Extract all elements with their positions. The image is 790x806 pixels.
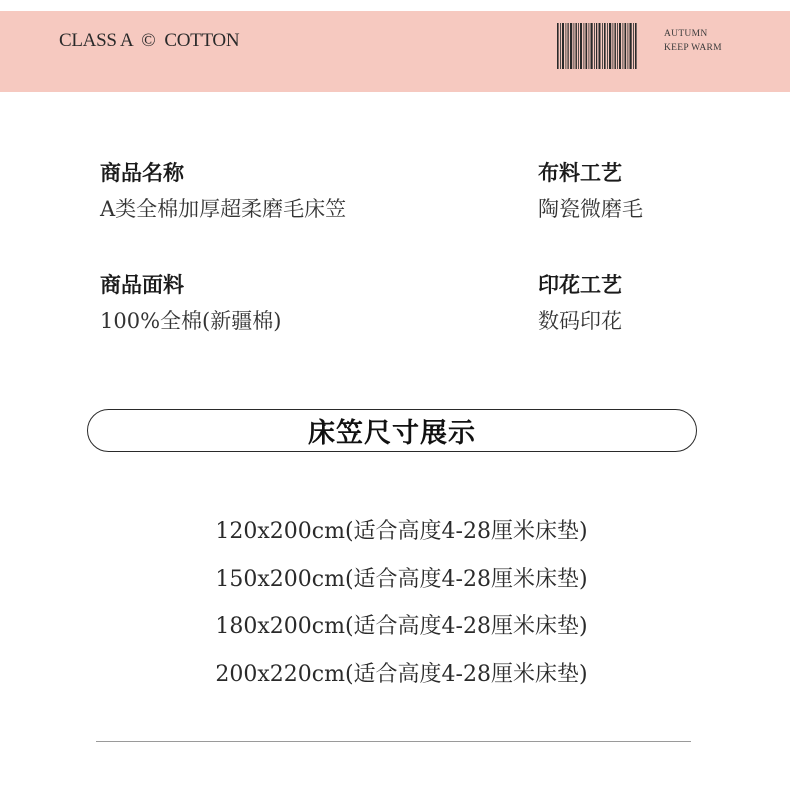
size-item: 180x200cm(适合高度4-28厘米床垫) [215, 614, 588, 639]
fabric-process-field [538, 159, 643, 223]
size-item: 150x200cm(适合高度4-28厘米床垫) [215, 566, 588, 592]
fabric-process-label: 布料工艺 [538, 160, 622, 185]
section-title: 床笠尺寸展示 [308, 418, 476, 449]
fabric-value: 100%全棉(新疆棉) [100, 309, 282, 333]
section-title-pill [87, 409, 697, 452]
barcode-icon [557, 23, 638, 69]
print-process-value: 数码印花 [538, 309, 622, 333]
tagline-line-2: KEEP WARM [664, 43, 722, 53]
product-name-label: 商品名称 [100, 160, 184, 185]
product-name-value: A类全棉加厚超柔磨毛床笠 [100, 197, 347, 221]
print-process-field [538, 271, 622, 335]
tagline-line-1: AUTUMN [664, 29, 708, 39]
size-list [0, 508, 790, 698]
brand-logo-text: CLASS A © COTTON [59, 30, 240, 51]
print-process-label: 印花工艺 [538, 272, 622, 297]
divider [96, 741, 691, 742]
product-name-field [100, 159, 346, 223]
fabric-field [100, 271, 281, 335]
fabric-process-value: 陶瓷微磨毛 [538, 197, 643, 221]
size-item: 200x220cm(适合高度4-28厘米床垫) [215, 661, 588, 687]
tagline [664, 27, 722, 55]
fabric-label: 商品面料 [100, 272, 184, 297]
size-item: 120x200cm(适合高度4-28厘米床垫) [215, 519, 588, 544]
